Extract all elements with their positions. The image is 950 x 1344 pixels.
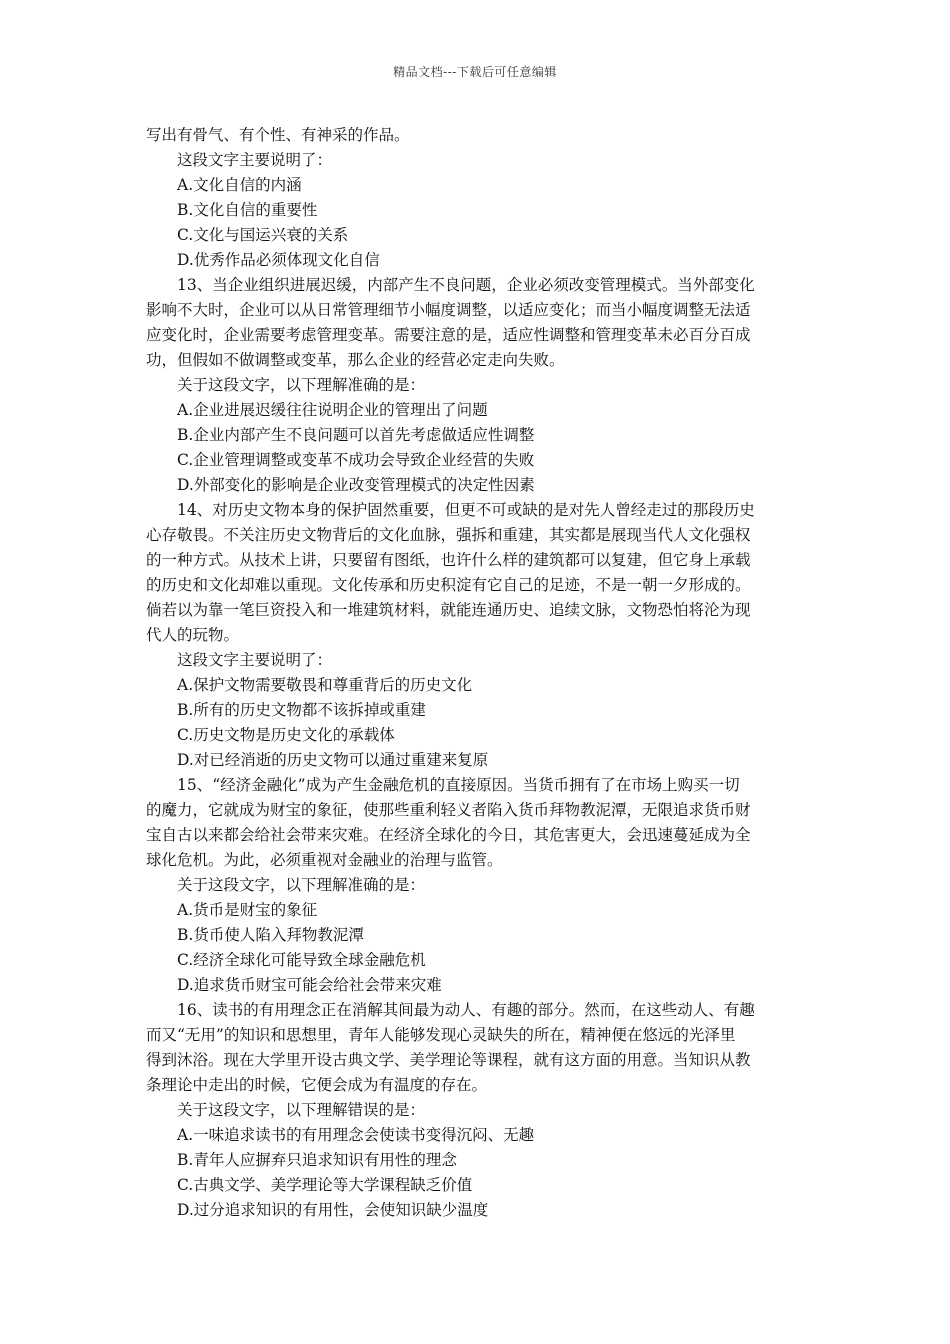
option-c: C.古典文学、美学理论等大学课程缺乏价值: [177, 1176, 473, 1194]
question-line: 代人的玩物。: [146, 626, 240, 644]
question-prompt: 关于这段文字，以下理解准确的是：: [177, 876, 426, 894]
question-line: 的历史和文化却难以重现。文化传承和历史积淀有它自己的足迹，不是一朝一夕形成的。: [146, 576, 751, 594]
question-line: 条理论中走出的时候，它便会成为有温度的存在。: [146, 1076, 488, 1094]
intro-block: [146, 123, 802, 273]
page-header: 精品文档---下载后可任意编辑: [393, 65, 557, 79]
option-b: B.文化自信的重要性: [177, 201, 318, 219]
question-line: 的一种方式。从技术上讲，只要留有图纸，也许什么样的建筑都可以复建，但它身上承载: [146, 551, 751, 569]
document-body: [146, 123, 802, 1223]
question-line: 16、读书的有用理念正在消解其间最为动人、有趣的部分。然而，在这些动人、有趣: [177, 1001, 755, 1019]
intro-prompt: 这段文字主要说明了：: [177, 151, 333, 169]
question-line: 14、对历史文物本身的保护固然重要，但更不可或缺的是对先人曾经走过的那段历史: [177, 501, 755, 519]
question-line: 功，但假如不做调整或变革，那么企业的经营必定走向失败。: [146, 351, 565, 369]
option-a: A.保护文物需要敬畏和尊重背后的历史文化: [177, 676, 473, 694]
option-c: C.历史文物是历史文化的承载体: [177, 726, 395, 744]
option-b: B.货币使人陷入拜物教泥潭: [177, 926, 364, 944]
option-b: B.青年人应摒弃只追求知识有用性的理念: [177, 1151, 457, 1169]
question-15: [146, 773, 802, 998]
option-d: D.外部变化的影响是企业改变管理模式的决定性因素: [177, 476, 535, 494]
question-line: 15、“经济金融化”成为产生金融危机的直接原因。当货币拥有了在市场上购买一切: [177, 776, 740, 794]
option-d: D.优秀作品必须体现文化自信: [177, 251, 380, 269]
question-line: 倘若以为靠一笔巨资投入和一堆建筑材料，就能连通历史、追续文脉，文物恐怕将沦为现: [146, 601, 751, 619]
option-b: B.所有的历史文物都不该拆掉或重建: [177, 701, 426, 719]
option-a: A.货币是财宝的象征: [177, 901, 318, 919]
option-c: C.经济全球化可能导致全球金融危机: [177, 951, 426, 969]
question-prompt: 关于这段文字，以下理解准确的是：: [177, 376, 426, 394]
option-a: A.一味追求读书的有用理念会使读书变得沉闷、无趣: [177, 1126, 535, 1144]
option-d: D.追求货币财宝可能会给社会带来灾难: [177, 976, 442, 994]
question-13: [146, 273, 802, 498]
question-prompt: 关于这段文字，以下理解错误的是：: [177, 1101, 426, 1119]
question-line: 球化危机。为此，必须重视对金融业的治理与监管。: [146, 851, 503, 869]
option-c: C.文化与国运兴衰的关系: [177, 226, 349, 244]
option-d: D.对已经消逝的历史文物可以通过重建来复原: [177, 751, 489, 769]
question-line: 应变化时，企业需要考虑管理变革。需要注意的是，适应性调整和管理变革未必百分百成: [146, 326, 751, 344]
option-a: A.文化自信的内涵: [177, 176, 302, 194]
question-line: 的魔力，它就成为财宝的象征，使那些重利轻义者陷入货币拜物教泥潭，无限追求货币财: [146, 801, 751, 819]
option-b: B.企业内部产生不良问题可以首先考虑做适应性调整: [177, 426, 535, 444]
question-line: 而又“无用”的知识和思想里，青年人能够发现心灵缺失的所在，精神便在悠远的光泽里: [146, 1026, 736, 1044]
option-c: C.企业管理调整或变革不成功会导致企业经营的失败: [177, 451, 535, 469]
question-14: [146, 498, 802, 773]
question-line: 13、当企业组织进展迟缓，内部产生不良问题，企业必须改变管理模式。当外部变化: [177, 276, 755, 294]
question-line: 得到沐浴。现在大学里开设古典文学、美学理论等课程，就有这方面的用意。当知识从教: [146, 1051, 751, 1069]
option-a: A.企业进展迟缓往往说明企业的管理出了问题: [177, 401, 488, 419]
question-line: 宝自古以来都会给社会带来灾难。在经济全球化的今日，其危害更大，会迅速蔓延成为全: [146, 826, 751, 844]
intro-continuation: 写出有骨气、有个性、有神采的作品。: [146, 126, 410, 144]
question-line: 影响不大时，企业可以从日常管理细节小幅度调整，以适应变化；而当小幅度调整无法适: [146, 301, 751, 319]
question-line: 心存敬畏。不关注历史文物背后的文化血脉，强拆和重建，其实都是展现当代人文化强权: [146, 526, 751, 544]
option-d: D.过分追求知识的有用性，会使知识缺少温度: [177, 1201, 489, 1219]
question-16: [146, 998, 802, 1223]
question-prompt: 这段文字主要说明了：: [177, 651, 333, 669]
